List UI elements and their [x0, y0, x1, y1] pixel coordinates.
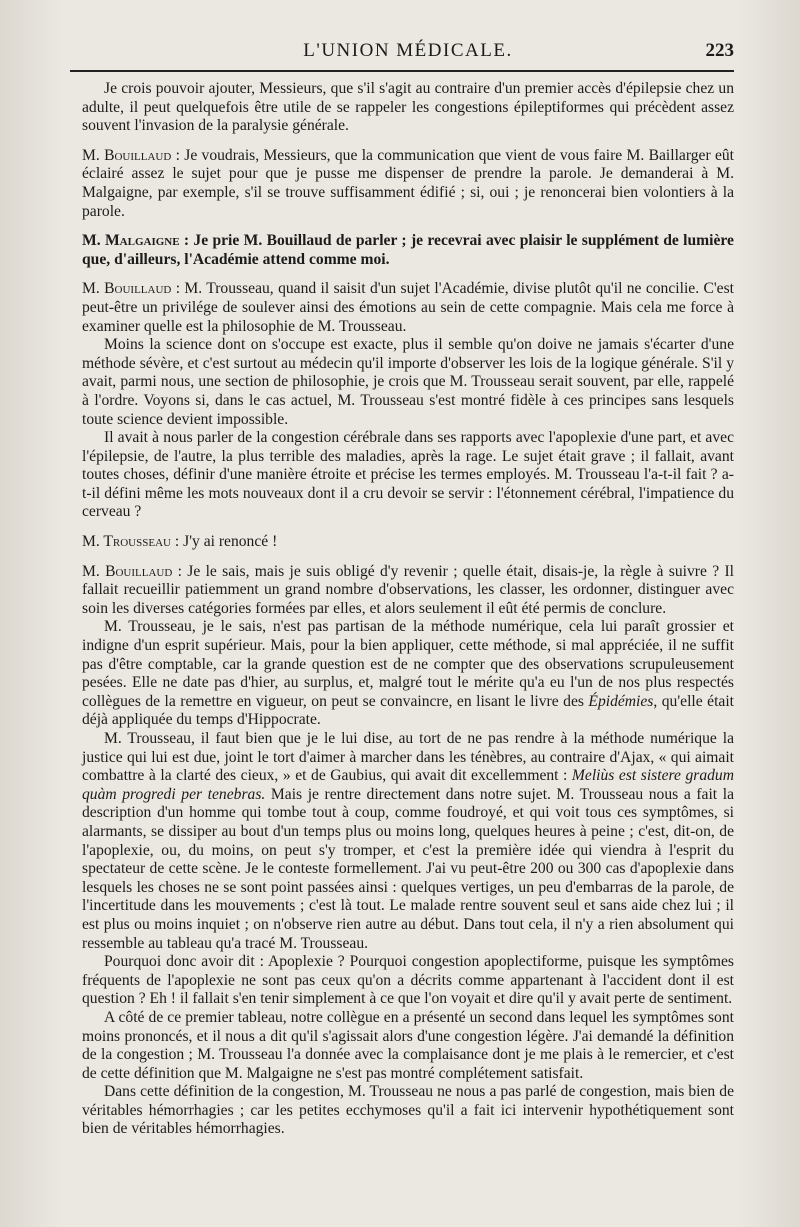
speaker-name: M. Bouillaud : — [82, 146, 180, 164]
header-rule — [70, 70, 734, 72]
paragraph: Je crois pouvoir ajouter, Messieurs, que s'il s'agit au contraire d'un premier accès d'épilepsie chez un adulte, il peut quelquefois être utile de se rappeler les congestions épileptiformes qui précèdent assez souvent l'invasion de la paralysie générale. — [82, 80, 734, 135]
paragraph: M. Bouillaud : Je le sais, mais je suis obligé d'y revenir ; quelle était, disais-je, la règle à suivre ? Il fallait recueillir patiemment un grand nombre d'observations, les classer, les ordonner, distinguer avec soin les diverses catégories formées par elles, et alors seulement il eût été permis de conclure. — [82, 562, 734, 617]
latin-quote: Meliùs est sistere gradum quàm progredi per tenebras. — [82, 767, 734, 803]
paragraph: M. Malgaigne : Je prie M. Bouillaud de parler ; je recevrai avec plaisir le supplément de lumière que, d'ailleurs, l'Académie attend comme moi. — [82, 232, 734, 268]
paragraph: Il avait à nous parler de la congestion cérébrale dans ses rapports avec l'apoplexie d'une part, et avec l'épilepsie, de l'autre, la plus terrible des maladies, après la rage. Le sujet était grave ; il fallait, avant toutes choses, définir d'une manière étroite et précise les termes employés. M. Trousseau l'a-t-il fait ? a-t-il défini même les mots nouveaux dont il a cru devoir se servir : l'étonnement cérébral, l'impatience du cerveau ? — [82, 429, 734, 521]
paragraph: A côté de ce premier tableau, notre collègue en a présenté un second dans lequel les symptômes sont moins prononcés, et il nous a dit qu'il s'agissait alors d'une congestion légère. J'ai demandé la définition de la congestion ; M. Trousseau l'a donnée avec la complaisance dont je me plais à le remercier, et c'est de cette définition que M. Malgaigne ne s'est pas montré complétement satisfait. — [82, 1008, 734, 1082]
paragraph: Dans cette définition de la congestion, M. Trousseau ne nous a pas parlé de congestion, mais bien de véritables hémorrhagies ; car les petites ecchymoses qu'il a fait ici intervenir hypothétiquement sont bien de véritables hémorrhagies. — [82, 1083, 734, 1138]
speaker-name: M. Bouillaud : — [82, 280, 181, 298]
speaker-name: M. Trousseau : — [82, 533, 180, 551]
italic-title: Épidémies — [588, 692, 654, 710]
running-title: L'UNION MÉDICALE. — [303, 40, 513, 61]
paragraph: M. Bouillaud : M. Trousseau, quand il saisit d'un sujet l'Académie, divise plutôt qu'il ne concilie. C'est peut-être un privilége de soulever ainsi des émotions au sein de cette compagnie. Mais cela me force à examiner quelle est la philosophie de M. Trousseau. — [82, 280, 734, 335]
article-body — [82, 80, 734, 1139]
speaker-name: M. Bouillaud : — [82, 562, 182, 580]
paragraph: Moins la science dont on s'occupe est exacte, plus il semble qu'on doive ne jamais s'écarter d'une méthode sévère, et c'est surtout au médecin qu'il importe d'observer les lois de la logique générale. S'il y avait, parmi nous, une section de philosophie, je crois que M. Trousseau serait souvent, par elle, rappelé à l'ordre. Voyons si, dans le cas actuel, M. Trousseau s'est montré fidèle à ces principes sans lesquels toute science devient impossible. — [82, 336, 734, 428]
paragraph: M. Trousseau, je le sais, n'est pas partisan de la méthode numérique, cela lui paraît grossier et indigne d'un esprit supérieur. Mais, pour la bien appliquer, cette méthode, si mal appréciée, il ne suffit pas d'être comptable, car la grande question est de ne compter que des observations scrupuleusement pesées. Elle ne date pas d'hier, au surplus, et, malgré tout le mérite qu'a eu l'un de nos plus respectés collègues de la remettre en vigueur, on peut se convaincre, en lisant le livre des Épidémies, qu'elle était déjà appliquée du temps d'Hippocrate. — [82, 618, 734, 729]
page-header — [82, 40, 734, 70]
paragraph: M. Bouillaud : Je voudrais, Messieurs, que la communication que vient de vous faire M. Baillarger eût éclairé assez le sujet pour que je pusse me dispenser de prendre la parole. Je demanderai à M. Malgaigne, par exemple, s'il se trouve suffisamment édifié ; si, oui ; je renoncerai bien volontiers à la parole. — [82, 146, 734, 220]
paragraph: M. Trousseau : J'y ai renoncé ! — [82, 533, 278, 551]
speaker-name: M. Malgaigne : — [82, 232, 190, 250]
paragraph: Pourquoi donc avoir dit : Apoplexie ? Pourquoi congestion apoplectiforme, puisque les symptômes fréquents de l'apoplexie ne sont pas ceux qu'on a décrits comme appartenant à l'accident dont il est question ? Eh ! il fallait s'en tenir simplement à ce que l'on voyait et dire qu'il y avait perte de sentiment. — [82, 953, 734, 1008]
paragraph: M. Trousseau, il faut bien que je le lui dise, au tort de ne pas rendre à la méthode numérique la justice qui lui est due, joint le tort d'aimer à marcher dans les ténèbres, au contraire d'Ajax, « qui aimait combattre à la clarté des cieux, » et de Gaubius, qui avait dit excellemment : Meliùs est sistere gradum quàm progredi per tenebras. Mais je rentre directement dans notre sujet. M. Trousseau nous a fait la description d'un homme qui tombe tout à coup, comme foudroyé, et qui voit tous ces symptômes, si alarmants, se dissiper au bout d'un temps plus ou moins long, quelques heures à peine ; c'est, dit-on, de l'apoplexie, ou, du moins, on peut s'y tromper, et c'est la première idée qui viendra à l'esprit du spectateur de cette scène. Je le conteste formellement. J'ai vu peut-être 200 ou 300 cas d'apoplexie dans lesquels les choses ne se sont point passées ainsi : quelques vertiges, un peu d'embarras de la parole, de l'incertitude dans les mouvements ; c'est là tout. Le malade rentre souvent seul et sans aide chez lui ; il est plus ou moins inquiet ; on n'observe rien autre au début. Dans tout cela, il n'y a rien absolument qui ressemble au tableau qu'a tracé M. Trousseau. — [82, 730, 734, 952]
page-number: 223 — [705, 40, 734, 61]
